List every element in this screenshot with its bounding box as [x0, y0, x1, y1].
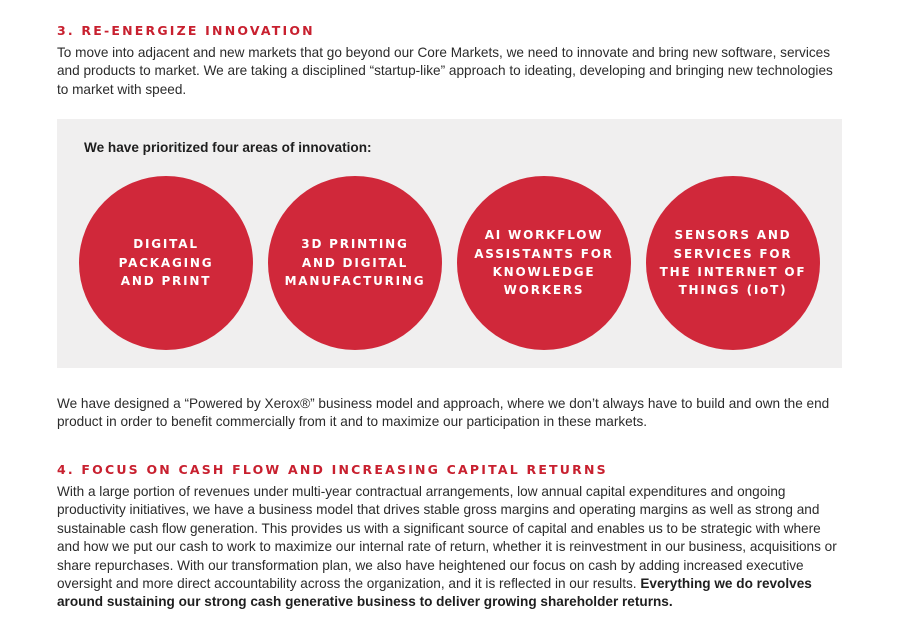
innovation-area-3d-printing	[268, 176, 442, 350]
innovation-area-label: SENSORS AND SERVICES FOR THE INTERNET OF THINGS (IoT)	[659, 228, 807, 298]
section-4-heading: 4. FOCUS ON CASH FLOW AND INCREASING CAPITAL RETURNS	[57, 462, 608, 477]
section-3-closing: We have designed a “Powered by Xerox®” business model and approach, where we don’t always have to build and own the end product in order to benefit commercially from it and to maximize our participation in these markets.	[57, 396, 830, 430]
innovation-area-iot	[646, 176, 820, 350]
innovation-area-label: DIGITAL PACKAGING AND PRINT	[118, 237, 214, 289]
innovation-area-label: 3D PRINTING AND DIGITAL MANUFACTURING	[284, 237, 426, 289]
section-4-body-text: With a large portion of revenues under multi-year contractual arrangements, low annual capital expenditures and ongoing productivity initiatives, we have a business model that drives stable gross margins and operating margins as well as strong and sustainable cash flow generation. This provides us with a significant source of capital and enables us to be strategic with where and how we put our cash to work to maximize our internal rate of return, whether it is reinvestment in our business, acquisitions or share repurchases. With our transformation plan, we also have heightened our focus on cash by adding increased executive oversight and more direct accountability across the organization, and it is reflected in our results.	[57, 484, 837, 592]
section-3-intro: To move into adjacent and new markets that go beyond our Core Markets, we need to innovate and bring new software, services and products to market. We are taking a disciplined “startup-like” approach to ideating, developing and bringing new technologies to market with speed.	[57, 45, 833, 97]
innovation-area-digital-packaging	[79, 176, 253, 350]
innovation-area-label: AI WORKFLOW ASSISTANTS FOR KNOWLEDGE WORKERS	[474, 228, 614, 298]
section-3-heading: 3. RE-ENERGIZE INNOVATION	[57, 23, 315, 38]
innovation-panel-title: We have prioritized four areas of innovation:	[84, 140, 372, 155]
section-4-body-bold: Everything we do revolves around sustaining our strong cash generative business to deliver growing shareholder returns.	[57, 576, 812, 610]
innovation-area-ai-workflow	[457, 176, 631, 350]
section-4-body	[57, 483, 841, 612]
